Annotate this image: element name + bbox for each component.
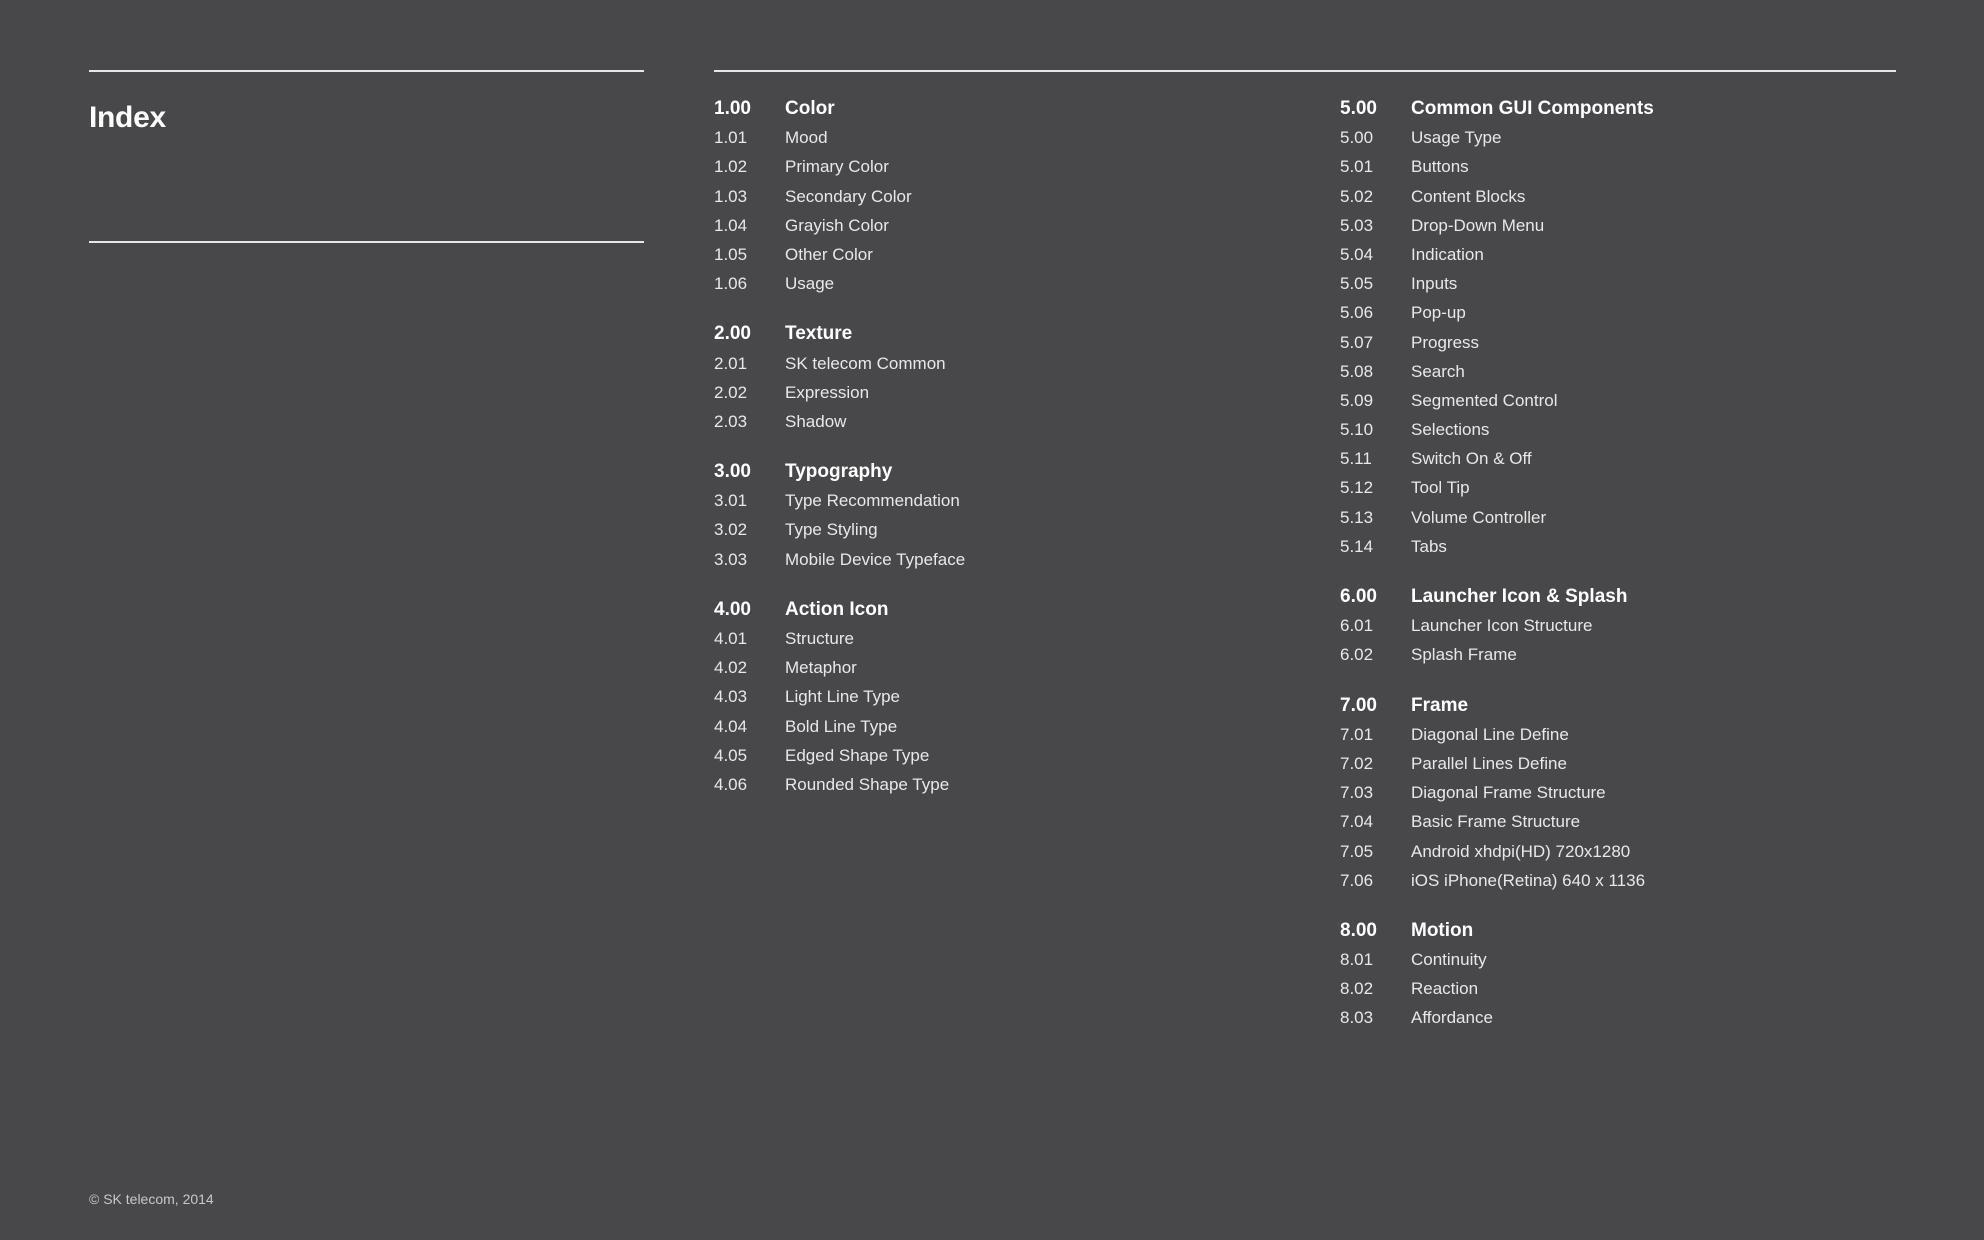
toc-entry-number: 5.03 [1340, 215, 1374, 235]
toc-entry[interactable] [1340, 444, 1900, 473]
toc-entry-label: Android xhdpi(HD) 720x1280 [1411, 841, 1631, 861]
toc-entry-label: Content Blocks [1411, 186, 1526, 206]
toc-entry-number: 5.08 [1340, 361, 1374, 381]
toc-entry-number: 5.01 [1340, 157, 1374, 177]
toc-entry[interactable] [714, 741, 1274, 770]
toc-entry[interactable] [714, 349, 1274, 378]
toc-entry-label: Selections [1411, 420, 1490, 440]
toc-entry-number: 2.02 [714, 382, 748, 402]
toc-entry[interactable] [1340, 123, 1900, 152]
toc-entry-label: Primary Color [785, 157, 889, 177]
toc-entry-label: Affordance [1411, 1008, 1493, 1028]
toc-entry[interactable] [1340, 503, 1900, 532]
toc-entry-number: 4.02 [714, 658, 748, 678]
toc-entry[interactable] [1340, 240, 1900, 269]
toc-section-number: 1.00 [714, 98, 751, 119]
toc-entry[interactable] [714, 182, 1274, 211]
toc-entry-label: Other Color [785, 244, 873, 264]
toc-entry-label: Tabs [1411, 536, 1447, 556]
toc-entry-number: 8.02 [1340, 979, 1374, 999]
toc-entry-number: 7.01 [1340, 724, 1374, 744]
toc-entry-label: Mobile Device Typeface [785, 549, 966, 569]
toc-entry-label: Metaphor [785, 658, 857, 678]
toc-entry-number: 3.03 [714, 549, 748, 569]
toc-section-title: Motion [1411, 919, 1474, 941]
toc-entry-number: 5.07 [1340, 332, 1374, 352]
toc-section [1340, 691, 1900, 895]
toc-entry[interactable] [1340, 532, 1900, 561]
toc-entry-number: 1.05 [714, 244, 748, 264]
toc-entry-label: Volume Controller [1411, 507, 1547, 527]
toc-section [1340, 582, 1900, 670]
toc-entry-number: 7.02 [1340, 753, 1374, 773]
toc-entry[interactable] [1340, 152, 1900, 181]
toc-entry-label: Mood [785, 128, 828, 148]
toc-entry[interactable] [1340, 298, 1900, 327]
toc-entry-label: Indication [1411, 244, 1484, 264]
divider-left-bottom [89, 241, 644, 243]
toc-entry-label: Launcher Icon Structure [1411, 616, 1593, 636]
toc-entry-number: 5.06 [1340, 303, 1374, 323]
copyright-notice: © SK telecom, 2014 [89, 1191, 214, 1207]
toc-entry[interactable] [1340, 778, 1900, 807]
toc-entry-number: 4.03 [714, 687, 748, 707]
toc-entry[interactable] [1340, 807, 1900, 836]
toc-section-title: Color [785, 98, 835, 119]
toc-section [1340, 94, 1900, 561]
toc-entry-number: 4.04 [714, 716, 748, 736]
toc-entry-label: Type Styling [785, 520, 878, 540]
toc-entry[interactable] [1340, 269, 1900, 298]
toc-entry-number: 8.01 [1340, 950, 1374, 970]
toc-entry-label: Usage [785, 274, 835, 294]
toc-entry-label: Reaction [1411, 979, 1479, 999]
toc-entry-number: 7.04 [1340, 812, 1374, 832]
toc-column-2 [1340, 94, 1900, 1054]
toc-entry-number: 5.09 [1340, 390, 1374, 410]
toc-entry-number: 2.01 [714, 353, 748, 373]
toc-section-title: Typography [785, 461, 893, 483]
toc-entry-label: SK telecom Common [785, 353, 946, 373]
toc-entry[interactable] [1340, 749, 1900, 778]
toc-entry-number: 1.01 [714, 128, 748, 148]
divider-left-top [89, 70, 644, 72]
toc-section-number: 5.00 [1340, 98, 1377, 119]
divider-right-top [714, 70, 1896, 72]
toc-entry-number: 7.03 [1340, 783, 1374, 803]
toc-entry[interactable] [714, 378, 1274, 407]
toc-section [1340, 916, 1900, 1033]
toc-section-title: Frame [1411, 694, 1469, 716]
toc-entry-label: Diagonal Frame Structure [1411, 783, 1606, 803]
toc-entry-number: 4.01 [714, 629, 748, 648]
toc-entry-label: Search [1411, 361, 1465, 381]
toc-entry-label: Expression [785, 382, 870, 402]
toc-entry-number: 7.06 [1340, 870, 1374, 890]
toc-entry-label: Pop-up [1411, 303, 1466, 323]
toc-entry-number: 5.14 [1340, 536, 1374, 556]
toc-entry-label: Rounded Shape Type [785, 774, 950, 794]
toc-entry[interactable] [714, 770, 1274, 799]
toc-entry-number: 4.05 [714, 745, 748, 765]
toc-section-heading[interactable] [1340, 94, 1900, 123]
toc-entry-number: 7.05 [1340, 841, 1374, 861]
toc-entry[interactable] [1340, 945, 1900, 974]
toc-entry-label: Type Recommendation [785, 491, 960, 511]
toc-entry-number: 8.03 [1340, 1008, 1374, 1028]
toc-entry-number: 1.02 [714, 157, 748, 177]
toc-entry-label: Parallel Lines Define [1411, 753, 1567, 773]
toc-entry-number: 2.03 [714, 411, 748, 431]
toc-entry[interactable] [1340, 974, 1900, 1003]
toc-entry[interactable] [714, 682, 1274, 711]
toc-entry-label: Light Line Type [785, 687, 900, 707]
toc-entry[interactable] [714, 240, 1274, 269]
toc-entry-label: Secondary Color [785, 186, 912, 206]
toc-entry-label: Inputs [1411, 274, 1458, 294]
toc-entry-number: 4.06 [714, 774, 748, 794]
toc-entry-label: Continuity [1411, 950, 1487, 970]
toc-entry-label: Bold Line Type [785, 716, 898, 736]
toc-section-heading[interactable] [714, 595, 1274, 624]
toc-section-number: 3.00 [714, 461, 751, 483]
toc-section [714, 595, 1274, 799]
toc-entry-label: Basic Frame Structure [1411, 812, 1581, 832]
toc-column-1 [714, 94, 1274, 820]
toc-section [714, 94, 1274, 298]
toc-entry-label: Switch On & Off [1411, 449, 1532, 469]
toc-entry[interactable] [714, 123, 1274, 152]
toc-entry-label: Segmented Control [1411, 390, 1558, 410]
toc-entry-number: 1.03 [714, 186, 748, 206]
toc-entry-number: 5.05 [1340, 274, 1374, 294]
toc-entry[interactable] [1340, 640, 1900, 669]
toc-section [714, 457, 1274, 574]
toc-entry-label: Usage Type [1411, 128, 1502, 148]
toc-entry-number: 1.06 [714, 274, 748, 294]
toc-entry-label: Edged Shape Type [785, 745, 930, 765]
toc-section-number: 7.00 [1340, 694, 1377, 716]
toc-section-title: Launcher Icon & Splash [1411, 586, 1628, 607]
toc-entry[interactable] [714, 486, 1274, 515]
toc-section-number: 4.00 [714, 598, 751, 620]
toc-entry[interactable] [714, 211, 1274, 240]
toc-entry[interactable] [1340, 473, 1900, 502]
toc-entry-number: 5.04 [1340, 244, 1374, 264]
toc-entry-label: Splash Frame [1411, 645, 1517, 665]
toc-entry-number: 5.00 [1340, 128, 1374, 148]
toc-entry[interactable] [1340, 837, 1900, 866]
toc-section-title: Texture [785, 323, 853, 345]
toc-entry[interactable] [714, 712, 1274, 741]
toc-section-number: 2.00 [714, 323, 751, 345]
toc-section-number: 6.00 [1340, 586, 1377, 607]
toc-entry-label: iOS iPhone(Retina) 640 x 1136 [1411, 870, 1646, 890]
toc-entry-label: Structure [785, 629, 854, 648]
toc-entry-number: 5.10 [1340, 420, 1374, 440]
page-title: Index [89, 101, 166, 134]
toc-entry[interactable] [714, 653, 1274, 682]
toc-entry[interactable] [714, 152, 1274, 181]
toc-entry-number: 6.02 [1340, 645, 1374, 665]
toc-section-heading[interactable] [714, 457, 1274, 486]
toc-entry-number: 6.01 [1340, 616, 1374, 636]
toc-entry-label: Drop-Down Menu [1411, 215, 1545, 235]
toc-entry[interactable] [1340, 182, 1900, 211]
toc-entry[interactable] [1340, 720, 1900, 749]
toc-entry[interactable] [714, 407, 1274, 436]
toc-section-heading[interactable] [1340, 916, 1900, 945]
toc-entry[interactable] [714, 624, 1274, 653]
toc-entry-number: 3.02 [714, 520, 748, 540]
toc-section-heading[interactable] [714, 319, 1274, 348]
toc-entry[interactable] [714, 545, 1274, 574]
toc-entry[interactable] [1340, 328, 1900, 357]
toc-entry-label: Tool Tip [1411, 478, 1470, 498]
toc-entry-number: 3.01 [714, 491, 748, 511]
toc-entry-number: 5.12 [1340, 478, 1374, 498]
toc-section-heading[interactable] [1340, 582, 1900, 611]
toc-section [714, 319, 1274, 436]
toc-entry[interactable] [1340, 1003, 1900, 1032]
toc-entry-label: Buttons [1411, 157, 1469, 177]
toc-entry[interactable] [1340, 866, 1900, 895]
toc-entry-number: 5.11 [1340, 449, 1372, 469]
toc-section-title: Action Icon [785, 598, 889, 620]
toc-entry-number: 5.13 [1340, 507, 1374, 527]
toc-section-number: 8.00 [1340, 919, 1377, 941]
toc-entry-number: 5.02 [1340, 186, 1374, 206]
toc-entry-label: Shadow [785, 411, 847, 431]
toc-entry[interactable] [1340, 611, 1900, 640]
toc-entry[interactable] [1340, 415, 1900, 444]
toc-entry-label: Progress [1411, 332, 1480, 352]
toc-entry-number: 1.04 [714, 215, 748, 235]
toc-entry[interactable] [1340, 357, 1900, 386]
toc-entry[interactable] [714, 269, 1274, 298]
toc-entry[interactable] [714, 515, 1274, 544]
toc-section-title: Common GUI Components [1411, 98, 1654, 119]
toc-section-heading[interactable] [714, 94, 1274, 123]
toc-entry[interactable] [1340, 386, 1900, 415]
toc-entry-label: Grayish Color [785, 215, 889, 235]
toc-entry[interactable] [1340, 211, 1900, 240]
toc-section-heading[interactable] [1340, 691, 1900, 720]
toc-entry-label: Diagonal Line Define [1411, 724, 1569, 744]
